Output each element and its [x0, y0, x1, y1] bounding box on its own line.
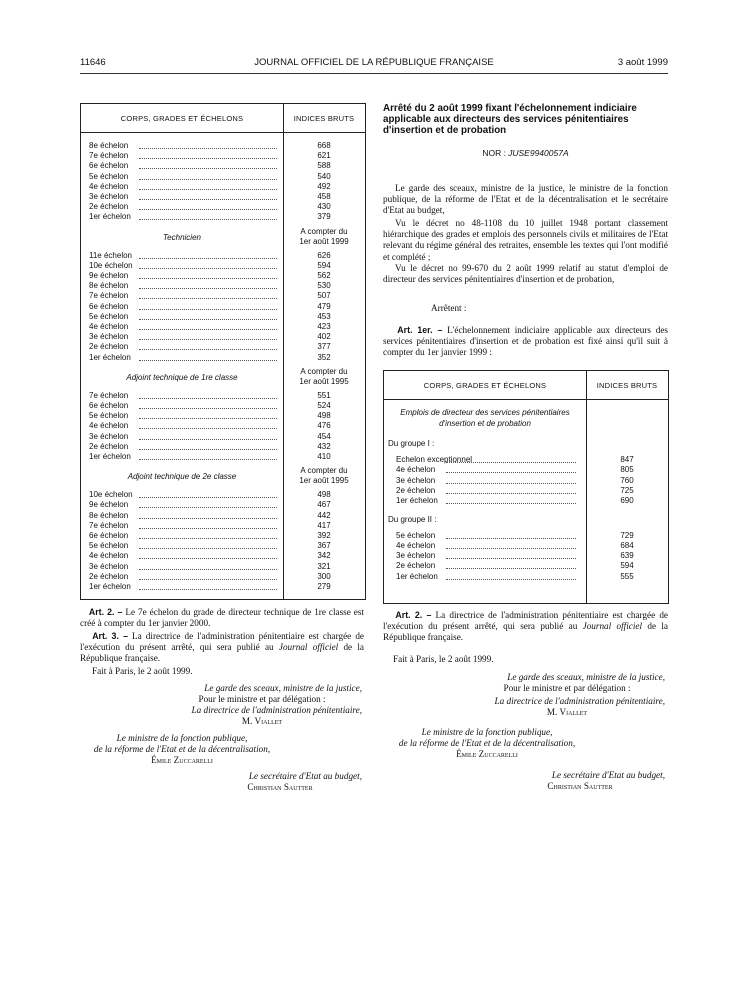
leader-dots — [139, 507, 277, 508]
leader-dots — [139, 219, 277, 220]
group-title: Du groupe II : — [388, 514, 437, 524]
leader-dots — [139, 579, 277, 580]
row-label: 3e échelon — [89, 332, 129, 342]
left-sig3-name: Christian Sautter — [247, 782, 313, 792]
row-label: 4e échelon — [89, 181, 129, 191]
row-index: 492 — [317, 181, 331, 191]
row-index: 725 — [620, 485, 634, 495]
row-index: 279 — [317, 582, 331, 591]
left-index-table — [80, 103, 366, 600]
table-row — [81, 332, 365, 342]
leader-dots — [139, 268, 277, 269]
row-index: 442 — [317, 510, 331, 520]
row-label: 7e échelon — [89, 291, 129, 301]
nor-reference: NOR : JUSE9940057A — [482, 148, 569, 158]
row-label: 9e échelon — [89, 500, 129, 510]
leader-dots — [139, 199, 277, 200]
row-label: 5e échelon — [396, 530, 436, 540]
leader-dots — [139, 497, 277, 498]
table-row — [81, 541, 365, 551]
journal-title: JOURNAL OFFICIEL DE LA RÉPUBLIQUE FRANÇAISE — [254, 57, 494, 68]
row-index: 507 — [317, 291, 331, 301]
table-row — [81, 572, 365, 582]
row-index: 594 — [317, 260, 331, 270]
group-effective-date: A compter du 1er août 1999 — [299, 226, 349, 246]
row-label: 3e échelon — [89, 431, 129, 441]
table-row — [81, 141, 365, 151]
table-row — [81, 291, 365, 301]
article-label: Art. 2. – — [88, 607, 123, 617]
row-label: 7e échelon — [89, 390, 129, 400]
row-index: 498 — [317, 411, 331, 421]
row-label: 1er échelon — [89, 212, 131, 222]
row-index: 690 — [620, 496, 634, 506]
article-label: Art. 3. – — [92, 631, 128, 641]
table-row — [384, 465, 668, 475]
leader-dots — [139, 158, 277, 159]
row-label: 1er échelon — [396, 496, 438, 506]
preamble-3: Vu le décret no 99-670 du 2 août 1999 relatif au statut d'emploi de directeur des services pénitentiaires d'insertion et de probation, — [383, 263, 668, 285]
table-row — [81, 511, 365, 521]
table-row — [81, 442, 365, 452]
row-index: 729 — [620, 530, 634, 540]
leader-dots — [446, 548, 576, 549]
row-label: 4e échelon — [89, 421, 129, 431]
table-row — [384, 551, 668, 561]
table-section-title: Emplois de directeur des services pénitentiaires d'insertion et de probation — [400, 408, 570, 428]
row-index: 530 — [317, 281, 331, 291]
table-row — [81, 212, 365, 222]
left-sig3-role: Le secrétaire d'Etat au budget, — [248, 771, 362, 781]
row-index: 417 — [317, 520, 331, 530]
row-label: 5e échelon — [89, 311, 129, 321]
article-text: Le 7e échelon du grade de directeur technique de 1re classe est créé à compter du 1er janvier 2000. — [80, 607, 364, 629]
row-index: 684 — [620, 540, 634, 550]
table-header-indices: INDICES BRUTS — [586, 371, 668, 400]
row-index: 467 — [317, 500, 331, 510]
leader-dots — [139, 168, 277, 169]
row-index: 379 — [317, 212, 331, 222]
journal-ref: Journal officiel — [582, 621, 643, 632]
leader-dots — [139, 548, 277, 549]
row-label: 4e échelon — [396, 465, 436, 475]
row-index: 479 — [317, 301, 331, 311]
leader-dots — [139, 329, 277, 330]
leader-dots — [446, 472, 576, 473]
article-label: Art. 2. – — [395, 610, 432, 620]
table-header-grades: CORPS, GRADES ET ÉCHELONS — [81, 104, 283, 133]
leader-dots — [139, 148, 277, 149]
row-index: 300 — [317, 571, 331, 581]
leader-dots — [446, 538, 576, 539]
decree-title: Arrêté du 2 août 1999 fixant l'échelonnement indiciaire applicable aux directeurs des services pénitentiaires d'insertion et de probation — [383, 103, 637, 136]
row-index: 342 — [317, 551, 331, 561]
leader-dots — [139, 558, 277, 559]
table-row — [81, 312, 365, 322]
leader-dots — [139, 428, 277, 429]
group-title: Adjoint technique de 1re classe — [126, 372, 238, 382]
row-label: 5e échelon — [89, 541, 129, 551]
leader-dots — [139, 179, 277, 180]
table-row — [81, 353, 365, 363]
table-row — [81, 322, 365, 332]
leader-dots — [139, 418, 277, 419]
right-sig1-role: Le garde des sceaux, ministre de la justice, — [507, 672, 665, 682]
row-index: 668 — [317, 141, 331, 150]
left-sig1-dir: La directrice de l'administration pénitentiaire, — [191, 705, 362, 715]
table-row — [81, 182, 365, 192]
row-index: 367 — [317, 541, 331, 551]
row-label: 4e échelon — [89, 322, 129, 331]
row-label: 3e échelon — [396, 475, 436, 485]
row-index: 551 — [317, 390, 331, 400]
left-sig1-deleg: Pour le ministre et par délégation : — [198, 694, 326, 704]
leader-dots — [139, 459, 277, 460]
row-label: 3e échelon — [396, 551, 436, 561]
table-row — [384, 476, 668, 486]
row-label: 2e échelon — [89, 441, 129, 451]
row-label: 2e échelon — [396, 561, 436, 571]
row-label: 2e échelon — [89, 342, 129, 352]
leader-dots — [139, 298, 277, 299]
table-row — [81, 531, 365, 541]
row-label: 6e échelon — [89, 401, 129, 410]
table-row — [81, 281, 365, 291]
row-index: 321 — [317, 561, 331, 571]
table-row — [81, 391, 365, 401]
leader-dots — [139, 398, 277, 399]
left-sig1-name: M. Viallet — [241, 716, 283, 726]
table-row — [81, 192, 365, 202]
table-row — [81, 521, 365, 531]
leader-dots — [139, 589, 277, 590]
row-index: 555 — [620, 571, 634, 581]
row-index: 476 — [317, 421, 331, 431]
table-row — [81, 251, 365, 261]
row-label: 10e échelon — [89, 260, 133, 270]
right-sig1-dir: La directrice de l'administration pénitentiaire, — [494, 696, 665, 706]
leader-dots — [139, 449, 277, 450]
leader-dots — [139, 528, 277, 529]
leader-dots — [446, 493, 576, 494]
table-row — [384, 496, 668, 506]
leader-dots — [139, 518, 277, 519]
article-text: L'échelonnement indiciaire applicable aux directeurs des services pénitentiaires d'insertion et de probation est fixé ainsi qu'il suit à compter du 1er janvier 1999 : — [383, 325, 668, 358]
group-title: Du groupe I : — [388, 439, 435, 448]
table-row — [81, 151, 365, 161]
right-article-2: Art. 2. – La directrice de l'administration pénitentiaire est chargée de l'exécution du présent arrêté, qui sera publié au Journal officiel de la République française. — [383, 610, 669, 643]
leader-dots — [446, 568, 576, 569]
right-sig3-name: Christian Sautter — [547, 781, 613, 791]
group-title: Technicien — [163, 232, 201, 242]
row-label: 5e échelon — [89, 171, 129, 181]
row-index: 562 — [317, 271, 331, 280]
table-row — [81, 421, 365, 431]
right-sig1-name: M. Viallet — [546, 707, 588, 717]
leader-dots — [139, 349, 277, 350]
row-index: 410 — [317, 452, 331, 461]
leader-dots — [139, 309, 277, 310]
page-number: 11646 — [80, 57, 106, 68]
row-index: 594 — [620, 561, 634, 571]
row-index: 430 — [317, 202, 331, 212]
row-label: 2e échelon — [89, 571, 129, 581]
table-row — [384, 486, 668, 496]
right-sig3-role: Le secrétaire d'Etat au budget, — [551, 770, 665, 780]
row-index: 352 — [317, 352, 331, 362]
row-label: 2e échelon — [396, 485, 436, 495]
row-index: 423 — [317, 322, 331, 331]
row-label: 8e échelon — [89, 510, 129, 520]
table-row — [384, 541, 668, 551]
row-label: 7e échelon — [89, 151, 129, 161]
row-label: 7e échelon — [89, 520, 129, 530]
table-row — [81, 432, 365, 442]
row-index: 453 — [317, 311, 331, 321]
issue-date: 3 août 1999 — [617, 57, 668, 68]
right-index-table — [383, 370, 669, 604]
leader-dots — [446, 462, 576, 463]
table-row — [81, 401, 365, 411]
row-label: 11e échelon — [89, 250, 132, 260]
leader-dots — [139, 538, 277, 539]
row-label: 3e échelon — [89, 561, 129, 571]
leader-dots — [139, 569, 277, 570]
row-index: 621 — [317, 151, 331, 161]
table-row — [81, 161, 365, 171]
table-header-grades: CORPS, GRADES ET ÉCHELONS — [384, 371, 586, 400]
row-index: 458 — [317, 192, 331, 201]
row-label: 8e échelon — [89, 281, 129, 291]
row-label: 1er échelon — [89, 352, 131, 362]
preamble-1: Le garde des sceaux, ministre de la justice, le ministre de la fonction publique, de la réforme de l'Etat et de la décentralisation et le secrétaire d'Etat au budget, — [383, 183, 668, 216]
left-done-at: Fait à Paris, le 2 août 1999. — [92, 666, 193, 676]
table-row — [81, 562, 365, 572]
table-row — [384, 561, 668, 571]
table-row — [81, 342, 365, 352]
right-article-1 — [383, 325, 668, 359]
row-index: 524 — [317, 401, 331, 410]
row-label: 8e échelon — [89, 141, 129, 150]
leader-dots — [139, 339, 277, 340]
row-label: Echelon exceptionnel — [396, 455, 473, 464]
left-sig2-name: Émile Zuccarelli — [151, 755, 213, 765]
right-sig2-name: Émile Zuccarelli — [456, 749, 518, 759]
table-row — [81, 551, 365, 561]
table-header-indices: INDICES BRUTS — [283, 104, 365, 133]
row-label: 1er échelon — [89, 452, 131, 461]
leader-dots — [139, 258, 277, 259]
table-row — [81, 582, 365, 592]
row-index: 760 — [620, 475, 634, 485]
table-row — [384, 531, 668, 541]
leader-dots — [139, 360, 277, 361]
group-effective-date: A compter du 1er août 1995 — [299, 366, 349, 386]
group-effective-date: A compter du 1er août 1995 — [299, 466, 349, 486]
journal-ref: Journal officiel — [278, 642, 339, 653]
table-row — [81, 411, 365, 421]
left-sig1-role: Le garde des sceaux, ministre de la justice, — [204, 683, 362, 693]
row-index: 432 — [317, 441, 331, 451]
leader-dots — [139, 209, 277, 210]
row-index: 847 — [620, 455, 634, 464]
group-title: Adjoint technique de 2e classe — [127, 472, 237, 482]
row-label: 1er échelon — [396, 571, 438, 581]
row-label: 3e échelon — [89, 192, 129, 201]
left-sig2-role: Le ministre de la fonction publique, de la réforme de l'Etat et de la décentralisation, — [93, 733, 271, 755]
row-label: 5e échelon — [89, 411, 129, 421]
row-label: 4e échelon — [396, 540, 436, 550]
table-row — [81, 490, 365, 500]
leader-dots — [446, 503, 576, 504]
table-row — [81, 500, 365, 510]
row-label: 9e échelon — [89, 271, 129, 280]
row-label: 6e échelon — [89, 301, 129, 311]
preamble-2: Vu le décret no 48-1108 du 10 juillet 1948 portant classement hiérarchique des grades et emplois des personnels civils et militaires de l'Etat relevant du régime général des retraites, ensemble les textes qui l'ont modifié et complété ; — [383, 218, 668, 262]
row-label: 4e échelon — [89, 551, 129, 561]
row-index: 377 — [317, 342, 331, 352]
row-index: 402 — [317, 332, 331, 342]
leader-dots — [139, 439, 277, 440]
article-text: La directrice de l'administration pénitentiaire est chargée de l'exécution du présent arrêté, qui sera publié au — [80, 631, 364, 653]
article-label: Art. 1er. – — [397, 325, 443, 335]
row-label: 1er échelon — [89, 582, 131, 591]
row-label: 10e échelon — [89, 490, 133, 500]
row-index: 805 — [620, 465, 634, 475]
table-row — [81, 202, 365, 212]
leader-dots — [139, 278, 277, 279]
header-rule — [80, 73, 668, 74]
leader-dots — [139, 408, 277, 409]
row-index: 626 — [317, 250, 331, 260]
right-done-at: Fait à Paris, le 2 août 1999. — [393, 654, 494, 664]
table-row — [81, 172, 365, 182]
leader-dots — [139, 288, 277, 289]
table-row — [81, 452, 365, 462]
table-row — [81, 271, 365, 281]
row-index: 498 — [317, 490, 331, 500]
leader-dots — [446, 483, 576, 484]
table-row — [81, 302, 365, 312]
table-row — [81, 261, 365, 271]
table-row — [384, 572, 668, 582]
row-index: 454 — [317, 431, 331, 441]
row-index: 392 — [317, 531, 331, 540]
page-header — [80, 57, 668, 71]
leader-dots — [446, 579, 576, 580]
row-label: 6e échelon — [89, 161, 129, 171]
left-article-3: Art. 3. – La directrice de l'administration pénitentiaire est chargée de l'exécution du présent arrêté, qui sera publié au Journal officiel de la République française. — [80, 631, 364, 664]
leader-dots — [139, 319, 277, 320]
row-label: 2e échelon — [89, 202, 129, 212]
article-text: La directrice de l'administration pénitentiaire est chargée de l'exécution du présent arrêté, qui sera publié au — [383, 610, 668, 632]
table-row — [384, 455, 668, 465]
row-label: 6e échelon — [89, 531, 129, 540]
arretent: Arrêtent : — [431, 303, 467, 313]
leader-dots — [139, 189, 277, 190]
row-index: 540 — [317, 171, 331, 181]
right-sig1-deleg: Pour le ministre et par délégation : — [503, 683, 631, 693]
left-article-2 — [80, 607, 364, 629]
leader-dots — [446, 558, 576, 559]
right-sig2-role: Le ministre de la fonction publique, de la réforme de l'Etat et de la décentralisation, — [398, 727, 576, 749]
row-index: 588 — [317, 161, 331, 171]
row-index: 639 — [620, 551, 634, 561]
